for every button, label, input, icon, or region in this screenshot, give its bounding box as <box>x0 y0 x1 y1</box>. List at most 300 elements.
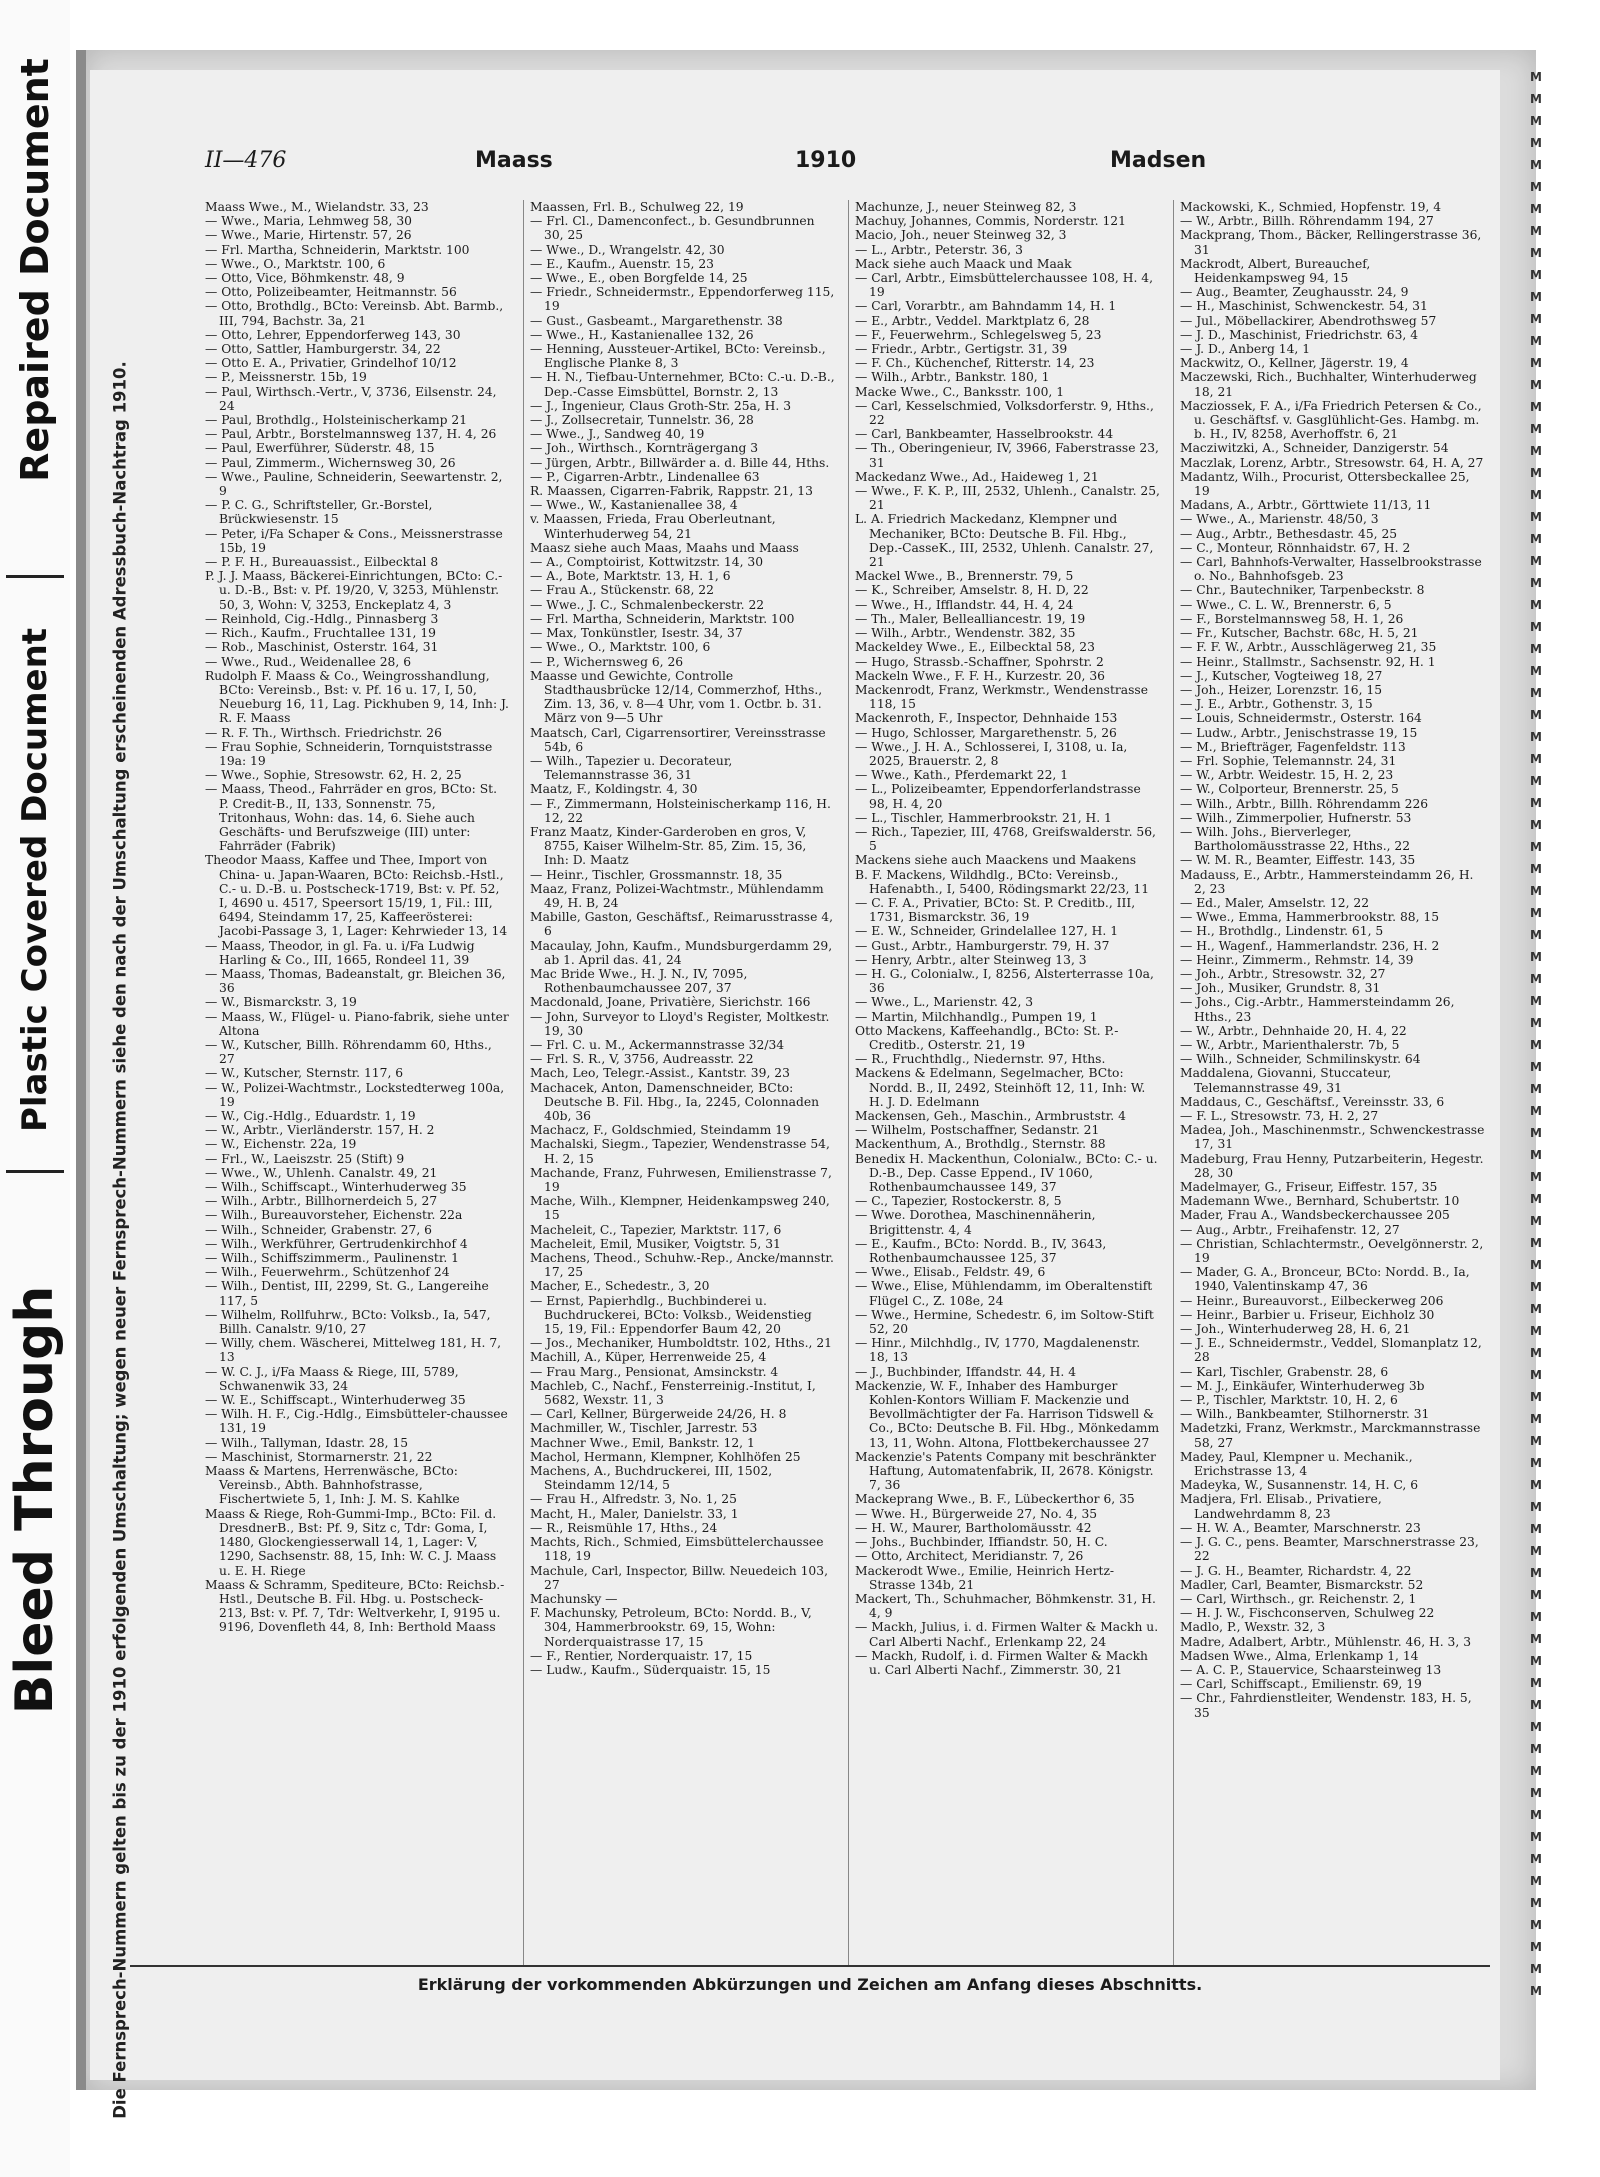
directory-entry: Madre, Adalbert, Arbtr., Mühlenstr. 46, H. 3, 3 <box>1180 1634 1472 1649</box>
directory-entry: — Frl. C. u. M., Ackermannstrasse 32/34 <box>530 1037 785 1052</box>
directory-entry: Machunsky — <box>530 1591 618 1606</box>
edge-fragment: M <box>1530 1346 1542 1360</box>
directory-entry: Mackenrodt, Franz, Werkmstr., Wendenstrasse 118, 15 <box>855 682 1148 712</box>
edge-fragment: M <box>1530 1588 1542 1602</box>
directory-entry: — Otto, Brothdlg., BCto: Vereinsb. Abt. Barmb., III, 794, Bachstr. 3a, 21 <box>205 299 504 328</box>
edge-fragment: M <box>1530 1016 1542 1030</box>
directory-entry: — W. E., Schiffscapt., Winterhuderweg 35 <box>205 1393 466 1408</box>
directory-entry: — Otto, Sattler, Hamburgerstr. 34, 22 <box>205 342 441 357</box>
edge-fragment: M <box>1530 1896 1542 1910</box>
edge-fragment: M <box>1530 1830 1542 1844</box>
directory-entry: — Gust., Arbtr., Hamburgerstr. 79, H. 37 <box>855 938 1110 953</box>
directory-entry: — Maass, Theod., Fahrräder en gros, BCto: St. P. Credit-B., II, 133, Sonnenstr. 75, Tritonhaus, Wohn: das. 14, 6. Siehe auch Geschäfts- und Berufszweige (III) unter: Fahrräder (Fabrik) <box>205 782 498 854</box>
directory-entry: — W., Polizei-Wachtmstr., Lockstedterweg 100a, 19 <box>205 1080 505 1109</box>
directory-entry: Mackwitz, O., Kellner, Jägerstr. 19, 4 <box>1180 356 1409 371</box>
directory-entry: L. A. Friedrich Mackedanz, Klempner und Mechaniker, BCto: Deutsche B. Fil. Hbg., Dep.-CasseK., III, 2532, Uhlenh. Canalstr. 27, 21 <box>855 512 1154 570</box>
directory-entry: — P., Meissnerstr. 15b, 19 <box>205 370 367 385</box>
directory-entry: — Heinr., Barbier u. Friseur, Eichholz 30 <box>1180 1307 1435 1322</box>
directory-entry: Machacek, Anton, Damenschneider, BCto: Deutsche B. Fil. Hbg., Ia, 2245, Colonnaden 40b, 36 <box>530 1080 820 1123</box>
directory-entry: Machacz, F., Goldschmied, Steindamm 19 <box>530 1123 791 1138</box>
directory-entry: — Wilh., Tallyman, Idastr. 28, 15 <box>205 1435 409 1450</box>
directory-entry: — E., Kaufm., BCto: Nordd. B., IV, 3643, Rothenbaumchaussee 125, 37 <box>855 1236 1107 1266</box>
directory-entry: — A., Bote, Marktstr. 13, H. 1, 6 <box>530 569 731 584</box>
directory-entry: — Heinr., Tischler, Grossmannstr. 18, 35 <box>530 867 783 882</box>
directory-entry: — Wilh., Dentist, III, 2299, St. G., Langereihe 117, 5 <box>205 1279 489 1308</box>
directory-entry: — L., Tischler, Hammerbrookstr. 21, H. 1 <box>855 810 1112 825</box>
directory-entry: — Wwe., Pauline, Schneiderin, Seewartenstr. 2, 9 <box>205 469 503 499</box>
directory-entry: — K., Schreiber, Amselstr. 8, H. D, 22 <box>855 583 1089 598</box>
directory-entry: — Frau Sophie, Schneiderin, Tornquiststrasse 19a: 19 <box>205 739 493 768</box>
directory-entry: — C., Monteur, Rönnhaidstr. 67, H. 2 <box>1180 540 1411 555</box>
directory-entry: — Louis, Schneidermstr., Osterstr. 164 <box>1180 711 1422 726</box>
directory-entry: — P. C. G., Schriftsteller, Gr.-Borstel, Brückwiesenstr. 15 <box>205 498 433 527</box>
directory-entry: — Wwe., Elise, Mühlendamm, im Oberaltenstift Flügel C., Z. 108e, 24 <box>855 1279 1153 1308</box>
directory-entry: Mackensen, Geh., Maschin., Armbruststr. 4 <box>855 1109 1126 1123</box>
edge-fragment: M <box>1530 1060 1542 1074</box>
directory-entry: — P., Wichernsweg 6, 26 <box>530 654 684 669</box>
directory-entry: — Peter, i/Fa Schaper & Cons., Meissnerstrasse 15b, 19 <box>205 526 503 555</box>
directory-entry: — Wwe., J., Sandweg 40, 19 <box>530 427 705 442</box>
directory-entry: Mackenthum, A., Brothdlg., Sternstr. 88 <box>855 1137 1106 1152</box>
directory-entry: — H. G., Colonialw., I, 8256, Alsterterrasse 10a, 36 <box>855 966 1154 996</box>
edge-fragment: M <box>1530 202 1542 216</box>
directory-entry: — Ludw., Kaufm., Süderquaistr. 15, 15 <box>530 1662 771 1677</box>
edge-fragment: M <box>1530 840 1542 854</box>
directory-entry: Maasse und Gewichte, Controlle Stadthausbrücke 12/14, Commerzhof, Hths., Zim. 13, 36, v. 8—4 Uhr, vom 1. Octbr. b. 31. März von 9—5 Uhr <box>530 668 823 726</box>
directory-entry: — Wwe. Dorothea, Maschinennäherin, Brigittenstr. 4, 4 <box>855 1208 1096 1237</box>
directory-entry: Madey, Paul, Klempner u. Mechanik., Erichstrasse 13, 4 <box>1180 1449 1413 1479</box>
directory-entry: — Hugo, Schlosser, Margarethenstr. 5, 26 <box>855 725 1117 740</box>
directory-entry: Madauss, E., Arbtr., Hammersteindamm 26, H. 2, 23 <box>1180 867 1474 896</box>
directory-entry: — E., Arbtr., Veddel. Marktplatz 6, 28 <box>855 313 1090 328</box>
directory-entry: Theodor Maass, Kaffee und Thee, Import von China- u. Japan-Waaren, BCto: Reichsb.-Hstl., C.- u. D.-B. u. Postscheck-1719, Bst: v. Pf. 52, I, 4690 u. 4517, Speersort 15/19, 1, Fil.: III, 6494, Steindamm 17, 25, Kaffeerösterei: Jacobi-Passage 3, 1, Lager: Kehrwieder 13, 14 <box>205 853 508 939</box>
edge-fragment: M <box>1530 774 1542 788</box>
directory-entry: Maczewski, Rich., Buchhalter, Winterhuderweg 18, 21 <box>1180 370 1477 399</box>
edge-fragment: M <box>1530 1764 1542 1778</box>
directory-entry: — F., Zimmermann, Holsteinischerkamp 116, H. 12, 22 <box>530 796 831 825</box>
edge-fragment: M <box>1530 1478 1542 1492</box>
directory-entry: — H., Wagenf., Hammerlandstr. 236, H. 2 <box>1180 938 1440 953</box>
directory-entry: Maddaus, C., Geschäftsf., Vereinsstr. 33, 6 <box>1180 1094 1445 1109</box>
directory-entry: Maass & Martens, Herrenwäsche, BCto: Vereinsb., Abth. Bahnhofstrasse, Fischertwiete 5, 1, Inh: J. M. S. Kahlke <box>205 1464 460 1507</box>
directory-entry: — Wilh., Tapezier u. Decorateur, Telemannstrasse 36, 31 <box>530 753 733 783</box>
directory-entry: — Johs., Buchbinder, Iffiandstr. 50, H. C. <box>855 1535 1108 1550</box>
directory-entry: — J. G. H., Beamter, Richardstr. 4, 22 <box>1180 1563 1412 1578</box>
directory-entry: Mackerodt Wwe., Emilie, Heinrich Hertz-Strasse 134b, 21 <box>855 1563 1115 1592</box>
edge-fragment: M <box>1530 598 1542 612</box>
directory-entry: — R., Fruchthdlg., Niedernstr. 97, Hths. <box>855 1052 1106 1067</box>
directory-entry: Macke Wwe., C., Banksstr. 100, 1 <box>855 384 1065 399</box>
edge-fragment: M <box>1530 158 1542 172</box>
edge-fragment: M <box>1530 312 1542 326</box>
directory-column-4 <box>1180 200 1485 1965</box>
directory-entry: — Wwe., Emma, Hammerbrookstr. 88, 15 <box>1180 910 1440 925</box>
directory-entry: Maassen, Frl. B., Schulweg 22, 19 <box>530 200 744 214</box>
directory-entry: — F. L., Stresowstr. 73, H. 2, 27 <box>1180 1109 1379 1123</box>
edge-fragment: M <box>1530 136 1542 150</box>
directory-entry: — H. J. W., Fischconserven, Schulweg 22 <box>1180 1606 1435 1621</box>
edge-fragment: M <box>1530 1412 1542 1426</box>
directory-entry: Mackenzie's Patents Company mit beschränkter Haftung, Automatenfabrik, II, 2678. Königstr. 7, 36 <box>855 1449 1156 1493</box>
directory-entry: — Joh., Musiker, Grundstr. 8, 31 <box>1180 981 1381 996</box>
edge-fragment: M <box>1530 994 1542 1008</box>
directory-entry: — Heinr., Zimmerm., Rehmstr. 14, 39 <box>1180 952 1414 967</box>
directory-entry: — H., Maschinist, Schwenckestr. 54, 31 <box>1180 299 1428 314</box>
directory-entry: — Aug., Arbtr., Freihafenstr. 12, 27 <box>1180 1222 1400 1237</box>
directory-entry: — Wilh., Schneider, Grabenstr. 27, 6 <box>205 1222 432 1237</box>
header-year: 1910 <box>795 148 857 173</box>
directory-entry: — Paul, Brothdlg., Holsteinischerkamp 21 <box>205 413 468 428</box>
edge-fragment: M <box>1530 818 1542 832</box>
directory-entry: — W. C. J., i/Fa Maass & Riege, III, 5789, Schwanenwik 33, 24 <box>205 1364 459 1393</box>
directory-entry: — Frl. Cl., Damenconfect., b. Gesundbrunnen 30, 25 <box>530 214 815 243</box>
edge-fragment: M <box>1530 1038 1542 1052</box>
directory-entry: Mackens siehe auch Maackens und Maakens <box>855 853 1137 868</box>
directory-entry: — Carl, Schiffscapt., Emilienstr. 69, 19 <box>1180 1677 1422 1692</box>
directory-entry: — Wilh., Bankbeamter, Stilhornerstr. 31 <box>1180 1407 1430 1422</box>
directory-entry: — Otto E. A., Privatier, Grindelhof 10/12 <box>205 356 457 371</box>
directory-entry: — W., Arbtr., Billh. Röhrendamm 194, 27 <box>1180 214 1434 229</box>
directory-entry: — W., Arbtr. Weidestr. 15, H. 2, 23 <box>1180 768 1394 783</box>
directory-entry: — F., Feuerwehrm., Schlegelsweg 5, 23 <box>855 327 1102 342</box>
edge-fragment: M <box>1530 730 1542 744</box>
directory-entry: — Wwe., J. C., Schmalenbeckerstr. 22 <box>530 597 765 612</box>
directory-entry: — W., Kutscher, Billh. Röhrendamm 60, Hths., 27 <box>205 1037 492 1067</box>
directory-entry: Franz Maatz, Kinder-Garderoben en gros, V, 8755, Kaiser Wilhelm-Str. 85, Zim. 15, 36, Inh: D. Maatz <box>530 824 807 868</box>
directory-entry: — Frl. Sophie, Telemannstr. 24, 31 <box>1180 753 1397 768</box>
directory-entry: Mackenzie, W. F., Inhaber des Hamburger Kohlen-Kontors William F. Mackenzie und Bevollmächtigter der Fa. Harrison Tidswell & Co., BCto: Deutsche B. Fil. Hbg., Mönkedamm 13, 11, Wohn. Altona, Flottbekerchaussee 27 <box>855 1378 1160 1450</box>
directory-entry: Madans, A., Arbtr., Görttwiete 11/13, 11 <box>1180 498 1432 513</box>
directory-entry: Macziwitzki, A., Schneider, Danzigerstr. 54 <box>1180 441 1449 456</box>
directory-entry: — Jürgen, Arbtr., Billwärder a. d. Bille 44, Hths. <box>530 455 830 470</box>
edge-fragment: M <box>1530 1698 1542 1712</box>
edge-fragment: M <box>1530 1258 1542 1272</box>
edge-fragment: M <box>1530 1126 1542 1140</box>
edge-fragment: M <box>1530 1940 1542 1954</box>
directory-entry: — Wwe., Rud., Weidenallee 28, 6 <box>205 654 412 669</box>
directory-entry: — Wilhelm, Rollfuhrw., BCto: Volksb., Ia, 547, Billh. Canalstr. 9/10, 27 <box>205 1307 491 1337</box>
directory-entry: F. Machunsky, Petroleum, BCto: Nordd. B., V, 304, Hammerbrookstr. 69, 15, Wohn: Norderquaistrasse 17, 15 <box>530 1606 812 1649</box>
directory-entry: — W., Eichenstr. 22a, 19 <box>205 1137 357 1152</box>
directory-entry: — Frl. Martha, Schneiderin, Marktstr. 100 <box>205 242 470 257</box>
directory-entry: — W., Arbtr., Dehnhaide 20, H. 4, 22 <box>1180 1023 1407 1038</box>
directory-entry: — J., Ingenieur, Claus Groth-Str. 25a, H. 3 <box>530 398 792 413</box>
edge-fragment: M <box>1530 1632 1542 1646</box>
edge-fragment: M <box>1530 444 1542 458</box>
directory-entry: — Otto, Polizeibeamter, Heitmannstr. 56 <box>205 285 457 300</box>
directory-entry: — Mackh, Rudolf, i. d. Firmen Walter & Mackh u. Carl Alberti Nachf., Zimmerstr. 30, 21 <box>855 1648 1148 1677</box>
edge-fragment: M <box>1530 290 1542 304</box>
directory-entry: — Otto, Lehrer, Eppendorferweg 143, 30 <box>205 327 461 342</box>
directory-entry: — Wwe., D., Wrangelstr. 42, 30 <box>530 242 725 257</box>
directory-entry: — Wwe., Sophie, Stresowstr. 62, H. 2, 25 <box>205 768 462 783</box>
directory-entry: — E. W., Schneider, Grindelallee 127, H. 1 <box>855 924 1119 939</box>
directory-entry: — Wilh. Johs., Bierverleger, Bartholomäusstrasse 22, Hths., 22 <box>1180 824 1411 854</box>
directory-entry: Macheleit, Emil, Musiker, Voigtstr. 5, 31 <box>530 1236 781 1251</box>
directory-entry: — Paul, Zimmerm., Wichernsweg 30, 26 <box>205 455 456 470</box>
edge-fragment: M <box>1530 906 1542 920</box>
directory-entry: — Paul, Wirthsch.-Vertr., V, 3736, Eilsenstr. 24, 24 <box>205 384 497 413</box>
directory-entry: — J. E., Arbtr., Gothenstr. 3, 15 <box>1180 697 1373 712</box>
directory-entry: — L., Arbtr., Peterstr. 36, 3 <box>855 242 1023 257</box>
header-left-word: Maass <box>475 148 553 173</box>
directory-entry: — Otto, Architect, Meridianstr. 7, 26 <box>855 1549 1084 1564</box>
edge-fragment: M <box>1530 884 1542 898</box>
document-tag-strip <box>0 0 70 2177</box>
directory-entry: — Wilh., Bureauvorsteher, Eichenstr. 22a <box>205 1208 463 1223</box>
directory-entry: Madetzki, Franz, Werkmstr., Marckmannstrasse 58, 27 <box>1180 1421 1481 1450</box>
directory-entry: Mackeldey Wwe., E., Eilbecktal 58, 23 <box>855 640 1095 655</box>
directory-entry: — A. C. P., Stauervice, Schaarsteinweg 13 <box>1180 1662 1442 1677</box>
tag-divider <box>6 1170 64 1173</box>
directory-entry: Machuy, Johannes, Commis, Norderstr. 121 <box>855 214 1126 229</box>
edge-fragment: M <box>1530 400 1542 414</box>
edge-fragment: M <box>1530 510 1542 524</box>
directory-entry: Macht, H., Maler, Danielstr. 33, 1 <box>530 1506 739 1521</box>
directory-entry: — J., Zollsecretair, Tunnelstr. 36, 28 <box>530 413 754 428</box>
directory-entry: — Wwe., W., Kastanienallee 38, 4 <box>530 498 738 513</box>
edge-fragment: M <box>1530 1148 1542 1162</box>
edge-fragment: M <box>1530 180 1542 194</box>
directory-entry: Madsen Wwe., Alma, Erlenkamp 1, 14 <box>1180 1648 1419 1663</box>
directory-entry: Madlo, P., Wexstr. 32, 3 <box>1180 1620 1326 1635</box>
directory-entry: Maddalena, Giovanni, Stuccateur, Telemannstrasse 49, 31 <box>1180 1066 1392 1095</box>
directory-entry: Mackel Wwe., B., Brennerstr. 79, 5 <box>855 569 1074 584</box>
directory-entry: Machill, A., Küper, Herrenweide 25, 4 <box>530 1350 767 1365</box>
directory-entry: — L., Polizeibeamter, Eppendorferlandstrasse 98, H. 4, 20 <box>855 782 1141 811</box>
edge-fragment: M <box>1530 664 1542 678</box>
directory-entry: — Paul, Arbtr., Borstelmannsweg 137, H. 4, 26 <box>205 427 497 442</box>
directory-entry: — J., Kutscher, Vogteiweg 18, 27 <box>1180 668 1383 683</box>
directory-entry: — Wwe., Marie, Hirtenstr. 57, 26 <box>205 228 412 243</box>
directory-entry: — C., Tapezier, Rostockerstr. 8, 5 <box>855 1194 1062 1209</box>
directory-entry: — Jul., Möbellackirer, Abendrothsweg 57 <box>1180 313 1437 328</box>
directory-entry: — Mader, G. A., Bronceur, BCto: Nordd. B., Ia, 1940, Valentinskamp 47, 36 <box>1180 1265 1470 1294</box>
directory-entry: — John, Surveyor to Lloyd's Register, Moltkestr. 19, 30 <box>530 1009 830 1038</box>
tag-bleed-through: Bleed Through <box>5 1285 65 1715</box>
directory-entry: — H., Brothdlg., Lindenstr. 61, 5 <box>1180 924 1384 939</box>
directory-entry: Madantz, Wilh., Procurist, Ottersbeckallee 25, 19 <box>1180 469 1470 499</box>
edge-fragment: M <box>1530 1368 1542 1382</box>
directory-columns <box>205 200 1495 1965</box>
directory-entry: — Carl, Bankbeamter, Hasselbrookstr. 44 <box>855 427 1114 442</box>
edge-fragment: M <box>1530 1610 1542 1624</box>
directory-entry: — F., Borstelmannsweg 58, H. 1, 26 <box>1180 611 1404 626</box>
directory-entry: — Wwe., Hermine, Schedestr. 6, im Soltow-Stift 52, 20 <box>855 1307 1154 1337</box>
edge-fragment: M <box>1530 1544 1542 1558</box>
directory-entry: — Wilh., Arbtr., Bankstr. 180, 1 <box>855 370 1050 385</box>
edge-fragment: M <box>1530 488 1542 502</box>
directory-entry: — Willy, chem. Wäscherei, Mittelweg 181, H. 7, 13 <box>205 1336 502 1365</box>
directory-entry: — Hinr., Milchhdlg., IV, 1770, Magdalenenstr. 18, 13 <box>855 1336 1141 1365</box>
directory-entry: — Friedr., Arbtr., Gertigstr. 31, 39 <box>855 342 1068 357</box>
directory-entry: — J. E., Schneidermstr., Veddel, Slomanplatz 12, 28 <box>1180 1336 1482 1365</box>
directory-entry: Machmiller, W., Tischler, Jarrestr. 53 <box>530 1421 758 1436</box>
directory-entry: Maass Wwe., M., Wielandstr. 33, 23 <box>205 200 429 214</box>
directory-entry: — Wilh. H. F., Cig.-Hdlg., Eimsbütteler-chaussee 131, 19 <box>205 1407 508 1436</box>
directory-entry: — Carl, Vorarbtr., am Bahndamm 14, H. 1 <box>855 299 1117 314</box>
edge-fragment: M <box>1530 1786 1542 1800</box>
directory-entry: — Carl, Bahnhofs-Verwalter, Hasselbrookstrasse o. No., Bahnhofsgeb. 23 <box>1180 555 1482 584</box>
directory-entry: Otto Mackens, Kaffeehandlg., BCto: St. P.-Creditb., Osterstr. 21, 19 <box>855 1023 1119 1052</box>
directory-page <box>90 70 1500 2119</box>
directory-entry: — Aug., Beamter, Zeughausstr. 24, 9 <box>1180 285 1409 300</box>
directory-entry: Madler, Carl, Beamter, Bismarckstr. 52 <box>1180 1577 1424 1592</box>
directory-entry: — F. F. W., Arbtr., Ausschlägerweg 21, 35 <box>1180 640 1437 655</box>
telephone-notice: Die Fernsprech-Nummern gelten bis zu der 1910 erfolgenden Umschaltung; wegen neuer Fernsprech-Nummern siehe den nach der Umschaltung erscheinenden Adressbuch-Nachtrag 1910. <box>110 361 130 2119</box>
directory-column-3 <box>855 200 1160 1965</box>
edge-fragment: M <box>1530 532 1542 546</box>
edge-fragment: M <box>1530 1236 1542 1250</box>
edge-fragment: M <box>1530 1808 1542 1822</box>
directory-entry: — J. D., Maschinist, Friedrichstr. 63, 4 <box>1180 327 1419 342</box>
directory-entry: Macaulay, John, Kaufm., Mundsburgerdamm 29, ab 1. April das. 41, 24 <box>530 938 833 967</box>
directory-entry: — E., Kaufm., Auenstr. 15, 23 <box>530 256 714 271</box>
directory-entry: — Henry, Arbtr., alter Steinweg 13, 3 <box>855 952 1087 967</box>
directory-entry: — Mackh, Julius, i. d. Firmen Walter & Mackh u. Carl Alberti Nachf., Erlenkamp 22, 24 <box>855 1620 1159 1649</box>
directory-entry: — Wwe., O., Marktstr. 100, 6 <box>205 256 386 271</box>
directory-entry: Mach, Leo, Telegr.-Assist., Kantstr. 39, 23 <box>530 1066 790 1081</box>
directory-entry: — Wwe., C. L. W., Brennerstr. 6, 5 <box>1180 597 1392 612</box>
directory-entry: — Wwe., H., Kastanienallee 132, 26 <box>530 327 754 342</box>
directory-entry: — Heinr., Stallmstr., Sachsenstr. 92, H. 1 <box>1180 654 1436 669</box>
directory-entry: — Wilh., Schiffszimmerm., Paulinenstr. 1 <box>205 1251 460 1266</box>
directory-entry: — Carl, Kesselschmied, Volksdorferstr. 9, Hths., 22 <box>855 398 1154 428</box>
directory-entry: — Wwe., J. H. A., Schlosserei, I, 3108, u. Ia, 2025, Brauerstr. 2, 8 <box>855 739 1128 768</box>
edge-fragment: M <box>1530 686 1542 700</box>
abbreviation-footer: Erklärung der vorkommenden Abkürzungen und Zeichen am Anfang dieses Abschnitts. <box>130 1965 1490 2001</box>
directory-entry: — Wwe., H., Ifflandstr. 44, H. 4, 24 <box>855 597 1074 612</box>
column-rule <box>848 200 849 1965</box>
edge-fragment: M <box>1530 1390 1542 1404</box>
directory-entry: Maass & Riege, Roh-Gummi-Imp., BCto: Fil. d. DresdnerB., Bst: Pf. 9, Sitz c, Tdr: Goma, I, 1480, Glockengiesserwall 14, 1, Lager: V, 1290, Sachsenstr. 88, 15, Inh: W. C. J. Maass u. E. H. Riege <box>205 1506 497 1578</box>
directory-entry: Mackert, Th., Schuhmacher, Böhmkenstr. 31, H. 4, 9 <box>855 1591 1156 1621</box>
edge-fragment: M <box>1530 862 1542 876</box>
directory-entry: — H. W., Maurer, Bartholomäusstr. 42 <box>855 1520 1092 1535</box>
directory-entry: — Ed., Maler, Amselstr. 12, 22 <box>1180 895 1370 910</box>
directory-entry: — J. G. C., pens. Beamter, Marschnerstrasse 23, 22 <box>1180 1535 1479 1564</box>
directory-entry: — Wilh., Arbtr., Billhornerdeich 5, 27 <box>205 1194 438 1209</box>
directory-entry: — Wwe., O., Marktstr. 100, 6 <box>530 640 711 655</box>
directory-entry: — Maass, W., Flügel- u. Piano-fabrik, siehe unter Altona <box>205 1009 509 1038</box>
directory-entry: Mackrodt, Albert, Bureauchef, Heidenkampsweg 94, 15 <box>1180 256 1371 286</box>
directory-entry: — Wwe., F. K. P., III, 2532, Uhlenh., Canalstr. 25, 21 <box>855 484 1160 513</box>
directory-entry: — Frau Marg., Pensionat, Amsinckstr. 4 <box>530 1364 779 1379</box>
directory-entry: — Paul, Ewerführer, Süderstr. 48, 15 <box>205 441 435 456</box>
directory-entry: — Karl, Tischler, Grabenstr. 28, 6 <box>1180 1364 1389 1379</box>
directory-entry: — J., Buchbinder, Iffandstr. 44, H. 4 <box>855 1364 1077 1379</box>
directory-column-2 <box>530 200 835 1965</box>
directory-entry: — Ludw., Arbtr., Jenischstrasse 19, 15 <box>1180 725 1418 740</box>
directory-entry: — Wilh., Feuerwehrm., Schützenhof 24 <box>205 1265 450 1280</box>
directory-entry: Macheleit, C., Tapezier, Marktstr. 117, 6 <box>530 1222 782 1237</box>
directory-entry: — P., Tischler, Marktstr. 10, H. 2, 6 <box>1180 1393 1398 1408</box>
directory-entry: — Wwe., E., oben Borgfelde 14, 25 <box>530 271 748 286</box>
directory-entry: R. Maassen, Cigarren-Fabrik, Rappstr. 21, 13 <box>530 484 813 499</box>
directory-entry: Machalski, Siegm., Tapezier, Wendenstrasse 54, H. 2, 15 <box>530 1137 830 1166</box>
directory-entry: — Maass, Theodor, in gl. Fa. u. i/Fa Ludwig Harling & Co., III, 1665, Rondeel 11, 39 <box>205 938 475 967</box>
edge-fragment: M <box>1530 466 1542 480</box>
directory-entry: — Johs., Cig.-Arbtr., Hammersteindamm 26, Hths., 23 <box>1180 995 1455 1024</box>
tag-plastic-covered-document: Plastic Covered Document <box>15 627 55 1133</box>
column-rule <box>1173 200 1174 1965</box>
directory-entry: — Frl., W., Laeiszstr. 25 (Stift) 9 <box>205 1151 405 1166</box>
directory-entry: — Wwe., Kath., Pferdemarkt 22, 1 <box>855 768 1069 783</box>
edge-fragment: M <box>1530 1962 1542 1976</box>
directory-entry: Machleb, C., Nachf., Fensterreinig.-Institut, I, 5682, Wexstr. 11, 3 <box>530 1378 816 1408</box>
directory-entry: Mackenroth, F., Inspector, Dehnhaide 153 <box>855 711 1118 726</box>
edge-fragment: M <box>1530 1676 1542 1690</box>
directory-entry: — M., Briefträger, Fagenfeldstr. 113 <box>1180 739 1406 754</box>
edge-fragment: M <box>1530 752 1542 766</box>
directory-entry: Maasz siehe auch Maas, Maahs und Maass <box>530 540 799 555</box>
directory-entry: — Friedr., Schneidermstr., Eppendorferweg 115, 19 <box>530 285 835 314</box>
directory-entry: — Wwe., W., Uhlenh. Canalstr. 49, 21 <box>205 1165 438 1180</box>
directory-entry: — Frau H., Alfredstr. 3, No. 1, 25 <box>530 1492 737 1507</box>
edge-fragment: M <box>1530 950 1542 964</box>
tag-divider <box>6 575 64 578</box>
adjacent-page-edge <box>1530 70 1590 2080</box>
directory-entry: — Max, Tonkünstler, Isestr. 34, 37 <box>530 626 743 641</box>
directory-entry: Madjera, Frl. Elisab., Privatiere, Landwehrdamm 8, 23 <box>1180 1492 1382 1521</box>
directory-entry: — Aug., Arbtr., Bethesdastr. 45, 25 <box>1180 526 1398 541</box>
directory-entry: Mackens & Edelmann, Segelmacher, BCto: Nordd. B., II, 2492, Steinhöft 12, 11, Inh: W. H. J. D. Edelmann <box>855 1066 1146 1109</box>
directory-entry: — Christian, Schlachtermstr., Oevelgönnerstr. 2, 19 <box>1180 1236 1484 1266</box>
page-number: II—476 <box>205 148 287 173</box>
directory-entry: — A., Comptoirist, Kottwitzstr. 14, 30 <box>530 555 764 570</box>
directory-entry: — Wilh., Arbtr., Wendenstr. 382, 35 <box>855 626 1076 641</box>
directory-entry: Macziossek, F. A., i/Fa Friedrich Petersen & Co., u. Geschäftsf. v. Gasglühlicht-Ges. Hambg. m. b. H., IV, 8258, Averhoffstr. 6, 21 <box>1180 398 1482 442</box>
directory-entry: — Th., Oberingenieur, IV, 3966, Faberstrasse 23, 31 <box>855 441 1159 470</box>
directory-entry: Mac Bride Wwe., H. J. N., IV, 7095, Rothenbaumchaussee 207, 37 <box>530 966 748 996</box>
directory-entry: — W., Colporteur, Brennerstr. 25, 5 <box>1180 782 1399 797</box>
directory-entry: — Fr., Kutscher, Bachstr. 68c, H. 5, 21 <box>1180 626 1419 641</box>
directory-entry: Mack siehe auch Maack und Maak <box>855 256 1072 271</box>
edge-fragment: M <box>1530 1280 1542 1294</box>
directory-entry: — Carl, Wirthsch., gr. Reichenstr. 2, 1 <box>1180 1591 1417 1606</box>
directory-entry: — Th., Maler, Bellealliancestr. 19, 19 <box>855 611 1086 626</box>
edge-fragment: M <box>1530 1214 1542 1228</box>
directory-entry: — Wilh., Zimmerpolier, Hufnerstr. 53 <box>1180 810 1412 825</box>
directory-entry: — W., Cig.-Hdlg., Eduardstr. 1, 19 <box>205 1109 416 1123</box>
directory-entry: — Carl, Kellner, Bürgerweide 24/26, H. 8 <box>530 1407 787 1422</box>
edge-fragment: M <box>1530 1852 1542 1866</box>
directory-entry: Macdonald, Joane, Privatière, Sierichstr. 166 <box>530 995 811 1010</box>
directory-entry: — Wwe., Elisab., Feldstr. 49, 6 <box>855 1265 1046 1280</box>
directory-entry: — C. F. A., Privatier, BCto: St. P. Creditb., III, 1731, Bismarckstr. 36, 19 <box>855 895 1136 925</box>
directory-entry: — Wilhelm, Postschaffner, Sedanstr. 21 <box>855 1123 1100 1138</box>
directory-entry: — P. F. H., Bureauassist., Eilbecktal 8 <box>205 555 439 570</box>
directory-entry: Machens, Theod., Schuhw.-Rep., Ancke/mannstr. 17, 25 <box>530 1251 834 1280</box>
directory-entry: — Frau A., Stückenstr. 68, 22 <box>530 583 714 598</box>
directory-entry: — W., Arbtr., Vierländerstr. 157, H. 2 <box>205 1123 435 1138</box>
directory-entry: — Martin, Milchhandlg., Pumpen 19, 1 <box>855 1009 1098 1024</box>
directory-entry: — W., Kutscher, Sternstr. 117, 6 <box>205 1066 404 1081</box>
edge-fragment: M <box>1530 1984 1542 1998</box>
edge-fragment: M <box>1530 972 1542 986</box>
edge-fragment: M <box>1530 422 1542 436</box>
directory-entry: Macher, E., Schedestr., 3, 20 <box>530 1279 710 1294</box>
directory-entry: — Jos., Mechaniker, Humboldtstr. 102, Hths., 21 <box>530 1336 832 1351</box>
directory-entry: Mache, Wilh., Klempner, Heidenkampsweg 240, 15 <box>530 1194 830 1223</box>
edge-fragment: M <box>1530 378 1542 392</box>
edge-fragment: M <box>1530 1742 1542 1756</box>
edge-fragment: M <box>1530 92 1542 106</box>
directory-entry: Madea, Joh., Maschinenmstr., Schwenckestrasse 17, 31 <box>1180 1123 1485 1152</box>
edge-fragment: M <box>1530 554 1542 568</box>
directory-entry: — W. M. R., Beamter, Eiffestr. 143, 35 <box>1180 853 1416 868</box>
column-rule <box>523 200 524 1965</box>
